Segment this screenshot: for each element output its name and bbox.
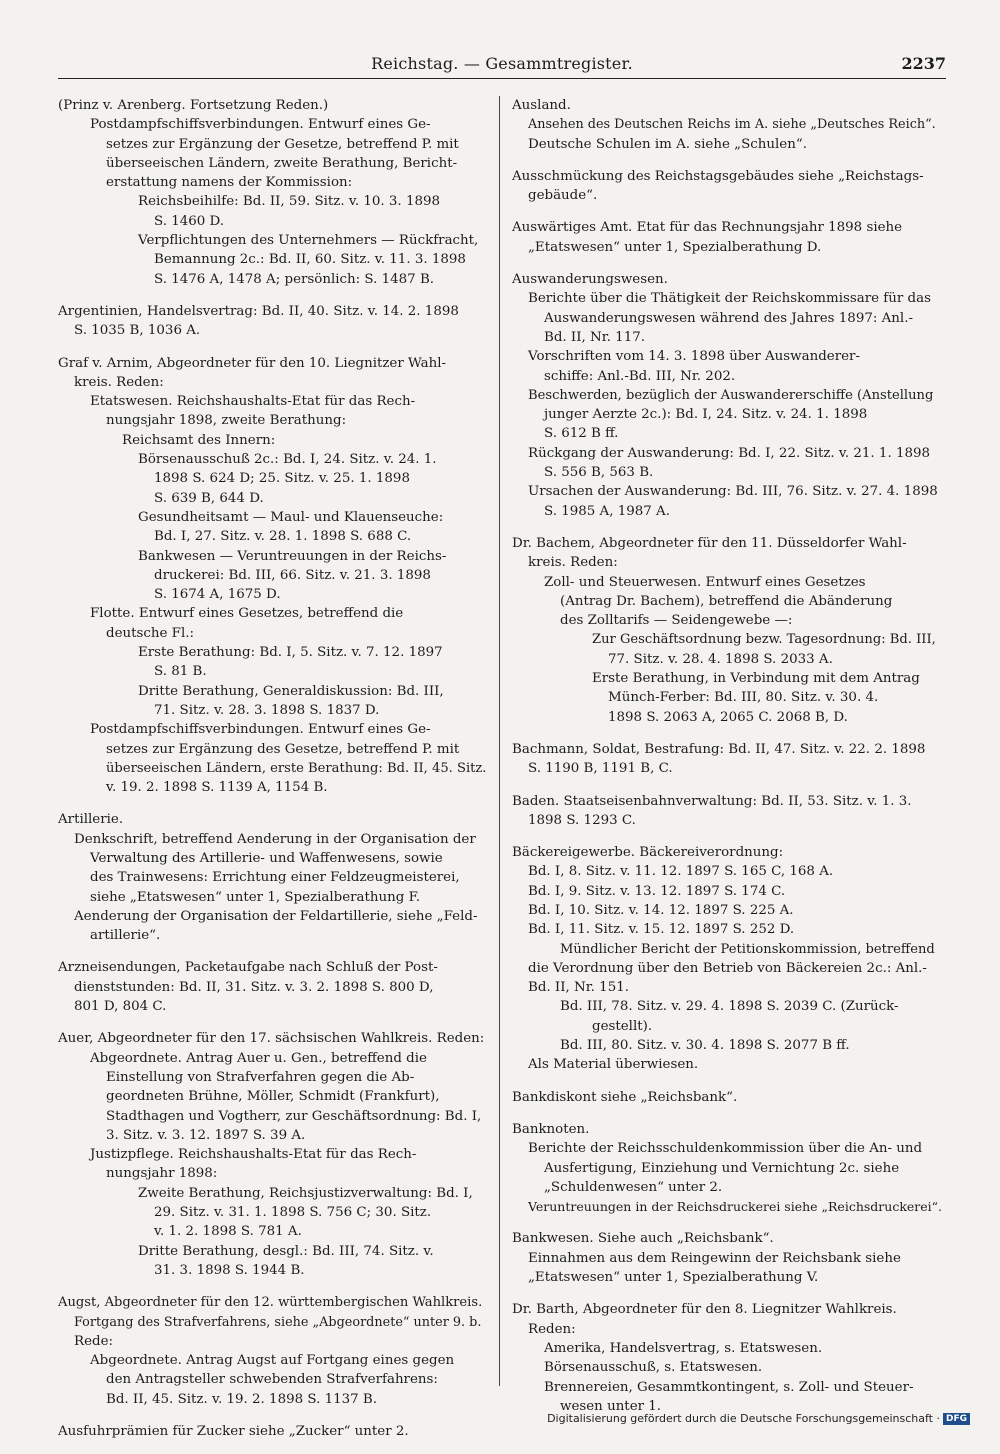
entry-line: Auswanderungswesen während des Jahres 1897: Anl.- xyxy=(544,310,913,326)
entry-line: Börsenausschuß 2c.: Bd. I, 24. Sitz. v. 24. 1. xyxy=(138,452,437,468)
entry-line: Etatswesen. Reichshaushalts-Etat für das Rech- xyxy=(90,394,416,410)
entry-line: Mündlicher Bericht der Petitionskommission, betreffend xyxy=(560,941,935,957)
entry-line: Arzneisendungen, Packetaufgabe nach Schluß der Post- xyxy=(58,960,438,976)
entry-line: Deutsche Schulen im A. siehe „Schulen“. xyxy=(528,136,807,152)
entry-line: Bäckereigewerbe. Bäckereiverordnung: xyxy=(512,845,784,861)
entry-line: 1898 S. 1293 C. xyxy=(528,812,636,828)
entry-line: Berichte der Reichsschuldenkommission über die An- und xyxy=(528,1141,923,1157)
entry-line: Baden. Staatseisenbahnverwaltung: Bd. II, 53. Sitz. v. 1. 3. xyxy=(512,793,912,809)
entry-line: Zoll- und Steuerwesen. Entwurf eines Gesetzes xyxy=(544,574,866,590)
index-entry xyxy=(58,1029,488,1280)
entry-line: Banknoten. xyxy=(512,1121,590,1137)
entry-line: geordneten Brühne, Möller, Schmidt (Frankfurt), xyxy=(106,1089,440,1105)
entry-line: „Etatswesen“ unter 1, Spezialberathung V. xyxy=(528,1270,819,1286)
entry-line: überseeischen Ländern, erste Berathung: Bd. II, 45. Sitz. xyxy=(106,760,487,776)
entry-line: S. 612 B ff. xyxy=(544,426,619,442)
entry-line: schiffe: Anl.-Bd. III, Nr. 202. xyxy=(544,368,736,384)
index-entry xyxy=(512,218,942,257)
entry-line: (Prinz v. Arenberg. Fortsetzung Reden.) xyxy=(58,98,329,113)
entry-line: Vorschriften vom 14. 3. 1898 über Auswanderer- xyxy=(528,349,860,365)
entry-line: kreis. Reden: xyxy=(74,374,164,390)
entry-line: Fortgang des Strafverfahrens, siehe „Abgeordnete“ unter 9. b. xyxy=(74,1314,482,1330)
index-entry xyxy=(512,1229,942,1287)
entry-line: junger Aerzte 2c.): Bd. I, 24. Sitz. v. 24. 1. 1898 xyxy=(544,407,868,423)
entry-line: des Zolltarifs — Seidengewebe —: xyxy=(560,613,793,629)
index-entry xyxy=(58,354,488,798)
entry-line: Ursachen der Auswanderung: Bd. III, 76. Sitz. v. 27. 4. 1898 xyxy=(528,484,938,500)
index-entry xyxy=(58,958,488,1016)
page-number: 2237 xyxy=(901,54,946,73)
entry-line: siehe „Etatswesen“ unter 1, Spezialberathung F. xyxy=(90,889,421,905)
entry-line: 1898 S. 624 D; 25. Sitz. v. 25. 1. 1898 xyxy=(154,471,410,487)
entry-line: setzes zur Ergänzung des Gesetze, betreffend P. mit xyxy=(106,741,460,757)
entry-line: v. 19. 2. 1898 S. 1139 A, 1154 B. xyxy=(106,780,328,796)
entry-line: Zur Geschäftsordnung bezw. Tagesordnung: Bd. III, xyxy=(592,632,936,648)
index-entry xyxy=(512,740,942,779)
entry-line: Bachmann, Soldat, Bestrafung: Bd. II, 47. Sitz. v. 22. 2. 1898 xyxy=(512,741,926,757)
index-entry xyxy=(512,167,942,206)
entry-line: 3. Sitz. v. 3. 12. 1897 S. 39 A. xyxy=(106,1127,306,1143)
entry-line: des Trainwesens: Errichtung einer Feldzeugmeisterei, xyxy=(90,870,460,886)
entry-line: S. 1674 A, 1675 D. xyxy=(154,587,281,603)
entry-line: Reichsbeihilfe: Bd. II, 59. Sitz. v. 10. 3. 1898 xyxy=(138,194,441,210)
entry-line: S. 1460 D. xyxy=(154,213,225,229)
entry-line: Bd. II, Nr. 117. xyxy=(544,329,645,345)
entry-line: Bd. II, Nr. 151. xyxy=(528,980,629,996)
entry-line: artillerie“. xyxy=(90,928,161,944)
index-entry xyxy=(512,1300,942,1416)
entry-line: Zweite Berathung, Reichsjustizverwaltung: Bd. I, xyxy=(138,1185,473,1201)
entry-line: Bankwesen. Siehe auch „Reichsbank“. xyxy=(512,1231,774,1247)
entry-line: Münch-Ferber: Bd. III, 80. Sitz. v. 30. 4. xyxy=(608,690,879,706)
entry-line: Bd. I, 9. Sitz. v. 13. 12. 1897 S. 174 C. xyxy=(528,883,786,899)
entry-line: Ausfertigung, Einziehung und Vernichtung 2c. siehe xyxy=(544,1160,900,1176)
index-entry xyxy=(512,1120,942,1216)
entry-line: Einstellung von Strafverfahren gegen die Ab- xyxy=(106,1069,415,1085)
entry-line: „Schuldenwesen“ unter 2. xyxy=(544,1179,723,1195)
entry-line: wesen unter 1. xyxy=(560,1398,662,1414)
entry-line: 31. 3. 1898 S. 1944 B. xyxy=(154,1262,305,1278)
entry-line: Bankdiskont siehe „Reichsbank“. xyxy=(512,1089,738,1105)
entry-line: dienststunden: Bd. II, 31. Sitz. v. 3. 2. 1898 S. 800 D, xyxy=(74,979,434,995)
entry-line: Verwaltung des Artillerie- und Waffenwesens, sowie xyxy=(90,850,443,866)
entry-line: S. 1035 B, 1036 A. xyxy=(74,323,201,339)
entry-line: Als Material überwiesen. xyxy=(528,1057,699,1073)
entry-line: S. 556 B, 563 B. xyxy=(544,465,654,481)
entry-line: setzes zur Ergänzung der Gesetze, betreffend P. mit xyxy=(106,136,459,152)
entry-line: Reichsamt des Innern: xyxy=(122,432,276,448)
entry-line: Bemannung 2c.: Bd. II, 60. Sitz. v. 11. 3. 1898 xyxy=(154,252,466,268)
footer-text: Digitalisierung gefördert durch die Deutsche Forschungsgemeinschaft · xyxy=(547,1412,940,1425)
index-entry xyxy=(58,96,488,289)
entry-line: S. 639 B, 644 D. xyxy=(154,490,264,506)
entry-line: Abgeordnete. Antrag Auer u. Gen., betreffend die xyxy=(90,1050,427,1066)
entry-line: Bd. I, 10. Sitz. v. 14. 12. 1897 S. 225 A. xyxy=(528,902,794,918)
entry-line: S. 1476 A, 1478 A; persönlich: S. 1487 B. xyxy=(154,271,435,287)
entry-line: 801 D, 804 C. xyxy=(74,999,167,1015)
entry-line: Auswanderungswesen. xyxy=(512,272,668,288)
entry-line: 29. Sitz. v. 31. 1. 1898 S. 756 C; 30. Sitz. xyxy=(154,1205,432,1221)
entry-line: Argentinien, Handelsvertrag: Bd. II, 40. Sitz. v. 14. 2. 1898 xyxy=(58,303,459,319)
entry-line: Denkschrift, betreffend Aenderung in der Organisation der xyxy=(74,831,476,847)
dfg-logo: DFG xyxy=(943,1413,970,1425)
running-header xyxy=(58,54,946,79)
index-entry xyxy=(512,534,942,727)
entry-line: Erste Berathung: Bd. I, 5. Sitz. v. 7. 12. 1897 xyxy=(138,645,443,661)
entry-line: die Verordnung über den Betrieb von Bäckereien 2c.: Anl.- xyxy=(528,960,927,976)
entry-line: Gesundheitsamt — Maul- und Klauenseuche: xyxy=(138,509,444,525)
entry-line: den Antragsteller schwebenden Strafverfahrens: xyxy=(106,1372,438,1388)
entry-line: Ansehen des Deutschen Reichs im A. siehe „Deutsches Reich“. xyxy=(528,117,936,133)
index-entry xyxy=(58,810,488,945)
entry-line: 77. Sitz. v. 28. 4. 1898 S. 2033 A. xyxy=(608,651,833,667)
entry-line: Börsenausschuß, s. Etatswesen. xyxy=(544,1360,763,1376)
entry-line: Berichte über die Thätigkeit der Reichskommissare für das xyxy=(528,291,931,307)
entry-line: kreis. Reden: xyxy=(528,555,618,571)
entry-line: Ausfuhrprämien für Zucker siehe „Zucker“ unter 2. xyxy=(58,1424,409,1439)
right-column xyxy=(512,96,942,1429)
entry-line: Einnahmen aus dem Reingewinn der Reichsbank siehe xyxy=(528,1250,901,1266)
entry-line: Abgeordnete. Antrag Augst auf Fortgang eines gegen xyxy=(90,1353,455,1369)
entry-line: Amerika, Handelsvertrag, s. Etatswesen. xyxy=(544,1340,823,1356)
entry-line: S. 1190 B, 1191 B, C. xyxy=(528,761,673,777)
entry-line: nungsjahr 1898: xyxy=(106,1166,218,1182)
entry-line: S. 81 B. xyxy=(154,664,207,680)
entry-line: Flotte. Entwurf eines Gesetzes, betreffend die xyxy=(90,606,404,622)
entry-line: Augst, Abgeordneter für den 12. württembergischen Wahlkreis. xyxy=(58,1295,483,1311)
entry-line: Bd. II, 45. Sitz. v. 19. 2. 1898 S. 1137 B. xyxy=(106,1391,378,1407)
index-entry xyxy=(58,1422,488,1441)
entry-line: S. 1985 A, 1987 A. xyxy=(544,503,670,519)
entry-line: 1898 S. 2063 A, 2065 C. 2068 B, D. xyxy=(608,709,848,725)
entry-line: Auswärtiges Amt. Etat für das Rechnungsjahr 1898 siehe xyxy=(512,220,903,236)
entry-line: druckerei: Bd. III, 66. Sitz. v. 21. 3. 1898 xyxy=(154,567,431,583)
entry-line: Bd. I, 11. Sitz. v. 15. 12. 1897 S. 252 D. xyxy=(528,922,795,938)
entry-line: Bankwesen — Veruntreuungen in der Reichs- xyxy=(138,548,447,564)
entry-line: nungsjahr 1898, zweite Berathung: xyxy=(106,413,347,429)
entry-line: Brennereien, Gesammtkontingent, s. Zoll- und Steuer- xyxy=(544,1379,914,1395)
entry-line: Verpflichtungen des Unternehmers — Rückfracht, xyxy=(138,233,479,249)
index-entry xyxy=(58,302,488,341)
entry-line: Graf v. Arnim, Abgeordneter für den 10. Liegnitzer Wahl- xyxy=(58,355,447,371)
entry-line: deutsche Fl.: xyxy=(106,625,195,641)
entry-line: Aenderung der Organisation der Feldartillerie, siehe „Feld- xyxy=(74,908,478,924)
entry-line: (Antrag Dr. Bachem), betreffend die Abänderung xyxy=(560,593,893,609)
entry-line: Stadthagen und Vogtherr, zur Geschäftsordnung: Bd. I, xyxy=(106,1108,482,1124)
entry-line: Justizpflege. Reichshaushalts-Etat für das Rech- xyxy=(90,1147,417,1163)
entry-line: Postdampfschiffsverbindungen. Entwurf eines Ge- xyxy=(90,117,431,133)
index-entry xyxy=(512,1088,942,1107)
entry-line: Dritte Berathung, desgl.: Bd. III, 74. Sitz. v. xyxy=(138,1243,434,1259)
entry-line: Beschwerden, bezüglich der Auswandererschiffe (Anstellung xyxy=(528,387,934,403)
header-title: Reichstag. — Gesammtregister. xyxy=(371,54,633,73)
entry-line: Veruntreuungen in der Reichsdruckerei siehe „Reichsdruckerei“. xyxy=(528,1199,942,1215)
entry-line: überseeischen Ländern, zweite Berathung, Bericht- xyxy=(106,155,458,171)
index-entry xyxy=(512,96,942,154)
entry-line: Bd. I, 8. Sitz. v. 11. 12. 1897 S. 165 C, 168 A. xyxy=(528,864,834,880)
entry-line: Ausland. xyxy=(512,98,571,113)
index-entry xyxy=(58,1293,488,1409)
entry-line: Dritte Berathung, Generaldiskussion: Bd. III, xyxy=(138,683,444,699)
entry-line: v. 1. 2. 1898 S. 781 A. xyxy=(154,1224,302,1240)
entry-line: Dr. Bachem, Abgeordneter für den 11. Düsseldorfer Wahl- xyxy=(512,535,907,551)
footer-credit xyxy=(547,1412,970,1425)
entry-line: Rückgang der Auswanderung: Bd. I, 22. Sitz. v. 21. 1. 1898 xyxy=(528,445,931,461)
index-entry xyxy=(512,792,942,831)
entry-line: gebäude“. xyxy=(528,188,598,204)
index-entry xyxy=(512,843,942,1075)
entry-line: Postdampfschiffsverbindungen. Entwurf eines Ge- xyxy=(90,722,431,738)
entry-line: Dr. Barth, Abgeordneter für den 8. Liegnitzer Wahlkreis. xyxy=(512,1302,897,1318)
entry-line: Bd. III, 78. Sitz. v. 29. 4. 1898 S. 2039 C. (Zurück- xyxy=(560,999,899,1015)
entry-line: 71. Sitz. v. 28. 3. 1898 S. 1837 D. xyxy=(154,702,380,718)
entry-line: Bd. III, 80. Sitz. v. 30. 4. 1898 S. 2077 B ff. xyxy=(560,1038,850,1054)
left-column xyxy=(58,96,488,1454)
entry-line: Rede: xyxy=(74,1333,114,1349)
entry-line: Auer, Abgeordneter für den 17. sächsischen Wahlkreis. Reden: xyxy=(58,1031,485,1047)
entry-line: Reden: xyxy=(528,1321,576,1337)
index-entry xyxy=(512,270,942,521)
entry-line: „Etatswesen“ unter 1, Spezialberathung D. xyxy=(528,239,822,255)
entry-line: Bd. I, 27. Sitz. v. 28. 1. 1898 S. 688 C. xyxy=(154,529,412,545)
column-divider xyxy=(499,96,500,1386)
entry-line: erstattung namens der Kommission: xyxy=(106,175,353,191)
entry-line: Artillerie. xyxy=(58,812,124,828)
entry-line: Ausschmückung des Reichstagsgebäudes siehe „Reichstags- xyxy=(512,168,924,184)
entry-line: Erste Berathung, in Verbindung mit dem Antrag xyxy=(592,671,920,687)
entry-line: gestellt). xyxy=(592,1018,653,1034)
